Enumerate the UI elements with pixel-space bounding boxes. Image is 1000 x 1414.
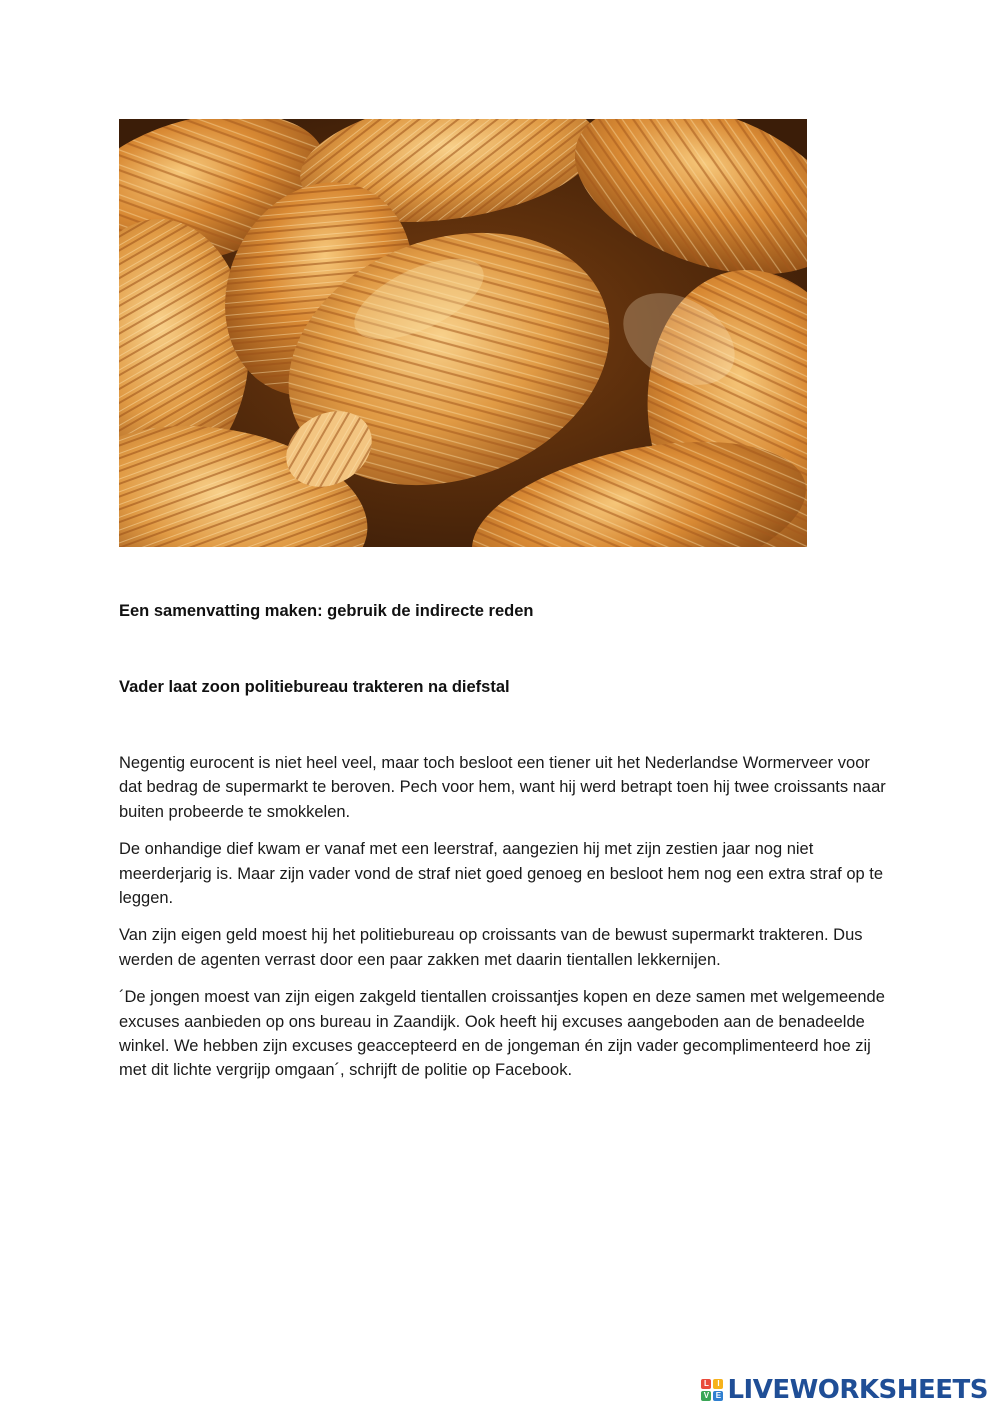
- paragraph: De onhandige dief kwam er vanaf met een leerstraf, aangezien hij met zijn zestien jaar nog niet meerderjarig is. Maar zijn vader vond de straf niet goed genoeg en besloot hem nog een extra straf op te leggen.: [119, 840, 884, 908]
- liveworksheets-logo: [701, 1376, 988, 1404]
- article-body: [119, 751, 889, 1096]
- logo-mark-icon: [701, 1379, 723, 1401]
- croissant-photo: [119, 119, 807, 547]
- paragraph: Negentig eurocent is niet heel veel, maar toch besloot een tiener uit het Nederlandse Wormerveer voor dat bedrag de supermarkt te beroven. Pech voor hem, want hij werd betrapt toen hij twee croissants naar buiten probeerde te smokkelen.: [119, 754, 886, 821]
- logo-mark-letter: V: [701, 1391, 711, 1401]
- article-title: Vader laat zoon politiebureau trakteren na diefstal: [119, 678, 510, 696]
- logo-mark-letter: L: [701, 1379, 711, 1389]
- paragraph: Van zijn eigen geld moest hij het politiebureau op croissants van de bewust supermarkt trakteren. Dus werden de agenten verrast door een paar zakken met daarin tientallen lekkernijen.: [119, 926, 863, 969]
- logo-text: LIVEWORKSHEETS: [727, 1375, 988, 1405]
- logo-mark-letter: E: [713, 1391, 723, 1401]
- paragraph: ´De jongen moest van zijn eigen zakgeld tientallen croissantjes kopen en deze samen met welgemeende excuses aanbieden op ons bureau in Zaandijk. Ook heeft hij excuses aangeboden aan de benadeelde winkel. We hebben zijn excuses geaccepteerd en de jongeman én zijn vader gecomplimenteerd hoe zij met dit lichte vergrijp omgaan´, schrijft de politie op Facebook.: [119, 988, 885, 1080]
- logo-mark-letter: I: [713, 1379, 723, 1389]
- task-heading: Een samenvatting maken: gebruik de indirecte reden: [119, 602, 534, 620]
